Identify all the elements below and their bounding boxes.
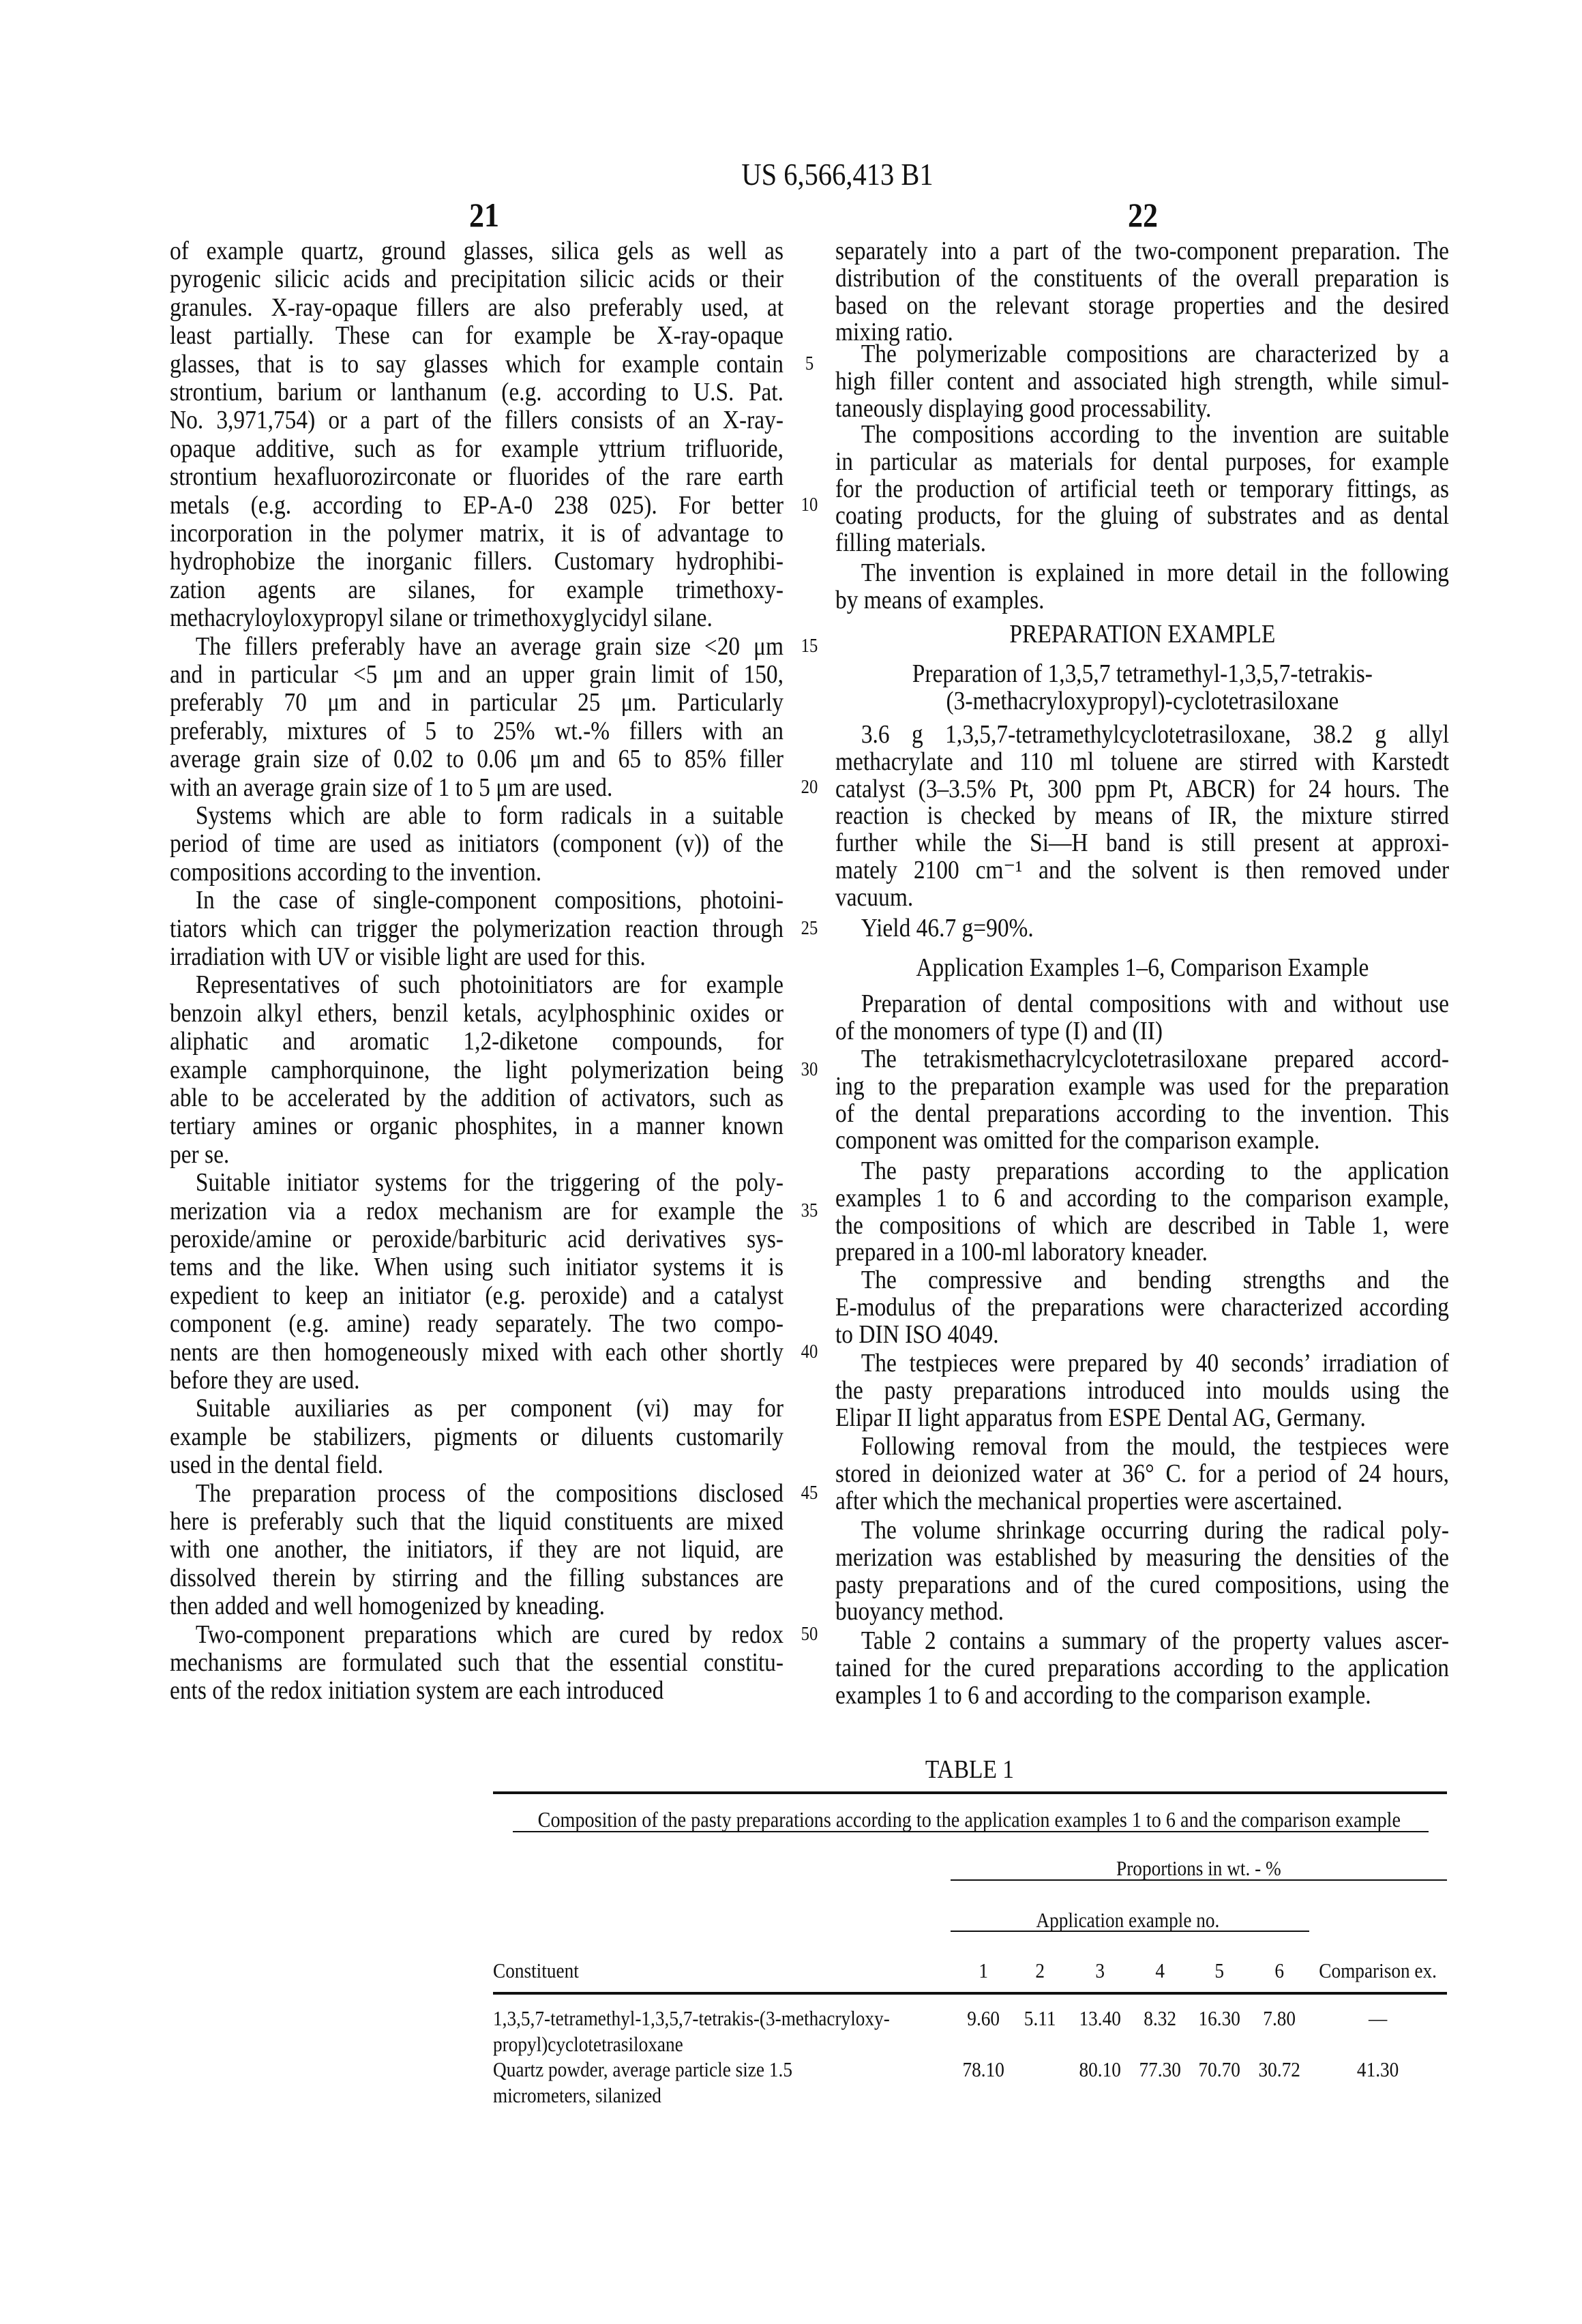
line-number: 10 <box>792 495 828 516</box>
text-line: mixing ratio. <box>835 318 1449 346</box>
text-line: in particular as materials for dental purposes, for example <box>835 447 1449 476</box>
value-cell: 77.30 <box>1119 2058 1201 2081</box>
text-line: The tetrakismethacrylcyclotetrasiloxane prepared accord- <box>835 1045 1449 1073</box>
header-bottom-rule <box>493 1992 1447 1995</box>
text-line: 3.6 g 1,3,5,7-tetramethylcyclotetrasiloxane, 38.2 g allyl <box>835 720 1449 749</box>
text-line: incorporation in the polymer matrix, it is of advantage to <box>170 519 783 548</box>
text-line: The compressive and bending strengths and the <box>835 1266 1449 1294</box>
text-line: least partially. These can for example be X-ray-opaque <box>170 321 783 350</box>
text-line: merization was established by measuring the densities of the <box>835 1543 1449 1572</box>
text-line: Two-component preparations which are cured by redox <box>170 1620 783 1649</box>
text-line: nents are then homogeneously mixed with each other shortly <box>170 1338 783 1367</box>
line-number: 50 <box>792 1624 828 1645</box>
text-line: high filler content and associated high strength, while simul- <box>835 367 1449 396</box>
text-line: stored in deionized water at 36° C. for a period of 24 hours, <box>835 1459 1449 1488</box>
text-line: Elipar II light apparatus from ESPE Dental AG, Germany. <box>835 1403 1449 1432</box>
text-line: The compositions according to the invention are suitable <box>835 420 1449 449</box>
text-line: No. 3,971,754) or a part of the fillers consists of an X-ray- <box>170 406 783 434</box>
text-line: mately 2100 cm⁻¹ and the solvent is then removed under <box>835 856 1449 884</box>
subgroup-header-rule <box>951 1931 1309 1933</box>
text-line: examples 1 to 6 and according to the comparison example. <box>835 1681 1449 1710</box>
text-line: the compositions of which are described in Table 1, were <box>835 1211 1449 1240</box>
value-cell: 7.80 <box>1238 2007 1320 2030</box>
text-line: tiators which can trigger the polymerization reaction through <box>170 914 783 943</box>
text-line: catalyst (3–3.5% Pt, 300 ppm Pt, ABCR) for 24 hours. The <box>835 775 1449 803</box>
text-line: per se. <box>170 1140 783 1169</box>
group-header-rule <box>951 1879 1447 1881</box>
text-line: and in particular <5 μm and an upper grain limit of 150, <box>170 660 783 689</box>
constituent-header: Constituent <box>493 1959 698 1982</box>
text-line: of the monomers of type (I) and (II) <box>835 1017 1449 1045</box>
line-number: 40 <box>792 1342 828 1362</box>
line-number: 15 <box>792 636 828 657</box>
text-line: metals (e.g. according to EP-A-0 238 025). For better <box>170 491 783 520</box>
text-line: The polymerizable compositions are characterized by a <box>835 340 1449 368</box>
text-line: peroxide/amine or peroxide/barbituric acid derivatives sys- <box>170 1225 783 1253</box>
text-line: ing to the preparation example was used for the preparation <box>835 1072 1449 1101</box>
text-line: methacrylate and 110 ml toluene are stirred with Karstedt <box>835 747 1449 776</box>
text-line: component (e.g. amine) ready separately. The two compo- <box>170 1309 783 1338</box>
left-page-number: 21 <box>418 196 550 233</box>
text-line: The pasty preparations according to the application <box>835 1157 1449 1185</box>
example-number-header: 4 <box>1119 1959 1201 1982</box>
value-cell: 70.70 <box>1178 2058 1260 2081</box>
text-line: able to be accelerated by the addition of activators, such as <box>170 1084 783 1112</box>
text-line: example be stabilizers, pigments or diluents customarily <box>170 1422 783 1451</box>
group-header: Proportions in wt. - % <box>994 1857 1403 1880</box>
line-number: 20 <box>792 777 828 798</box>
text-line: Suitable initiator systems for the triggering of the poly- <box>170 1168 783 1197</box>
text-line: preferably, mixtures of 5 to 25% wt.-% fillers with an <box>170 717 783 745</box>
text-line: preferably 70 μm and in particular 25 μm. Particularly <box>170 688 783 717</box>
text-line: buoyancy method. <box>835 1597 1449 1626</box>
patent-page <box>0 0 1582 2324</box>
text-line: filling materials. <box>835 528 1449 557</box>
text-line: glasses, that is to say glasses which for example contain <box>170 350 783 378</box>
text-line: merization via a redox mechanism are for example the <box>170 1197 783 1225</box>
text-line: Yield 46.7 g=90%. <box>835 914 1449 942</box>
value-cell: 30.72 <box>1238 2058 1320 2081</box>
text-line: tained for the cured preparations according to the application <box>835 1654 1449 1682</box>
text-line: tems and the like. When using such initiator systems it is <box>170 1253 783 1281</box>
text-line: The fillers preferably have an average grain size <20 μm <box>170 632 783 661</box>
example-number-header: 1 <box>942 1959 1024 1982</box>
text-line: here is preferably such that the liquid constituents are mixed <box>170 1507 783 1536</box>
text-line: after which the mechanical properties were ascertained. <box>835 1487 1449 1515</box>
text-line: with one another, the initiators, if they are not liquid, are <box>170 1535 783 1564</box>
text-line: with an average grain size of 1 to 5 μm are used. <box>170 773 783 802</box>
text-line: Following removal from the mould, the testpieces were <box>835 1432 1449 1461</box>
text-line: vacuum. <box>835 883 1449 912</box>
text-line: average grain size of 0.02 to 0.06 μm and 65 to 85% filler <box>170 745 783 773</box>
text-line: then added and well homogenized by kneading. <box>170 1592 783 1620</box>
value-cell: 13.40 <box>1059 2007 1141 2030</box>
text-line: period of time are used as initiators (component (v)) of the <box>170 829 783 858</box>
text-line: example camphorquinone, the light polymerization being <box>170 1056 783 1084</box>
text-line: of example quartz, ground glasses, silica gels as well as <box>170 237 783 265</box>
line-number: 45 <box>792 1483 828 1504</box>
text-line: E-modulus of the preparations were characterized according <box>835 1293 1449 1322</box>
comparison-cell: — <box>1310 2007 1446 2030</box>
text-line: based on the relevant storage properties and the desired <box>835 291 1449 320</box>
text-line: used in the dental field. <box>170 1450 783 1479</box>
text-line: distribution of the constituents of the overall preparation is <box>835 264 1449 293</box>
text-line: dissolved therein by stirring and the filling substances are <box>170 1564 783 1592</box>
section-heading: Preparation of 1,3,5,7 tetramethyl-1,3,5,7-tetrakis- <box>835 659 1449 688</box>
text-line: Preparation of dental compositions with and without use <box>835 989 1449 1018</box>
text-line: hydrophobize the inorganic fillers. Customary hydrophibi- <box>170 547 783 576</box>
text-line: pasty preparations and of the cured compositions, using the <box>835 1570 1449 1599</box>
subgroup-header: Application example no. <box>923 1909 1332 1932</box>
constituent-cell: Quartz powder, average particle size 1.5 <box>493 2058 936 2081</box>
text-line: coating products, for the gluing of substrates and as dental <box>835 501 1449 530</box>
text-line: taneously displaying good processability. <box>835 394 1449 423</box>
text-line: Systems which are able to form radicals in a suitable <box>170 801 783 830</box>
text-line: The invention is explained in more detail in the following <box>835 558 1449 587</box>
text-line: mechanisms are formulated such that the essential constitu- <box>170 1648 783 1677</box>
text-line: The testpieces were prepared by 40 seconds’ irradiation of <box>835 1349 1449 1377</box>
comparison-header: Comparison ex. <box>1310 1959 1446 1982</box>
value-cell: 8.32 <box>1119 2007 1201 2030</box>
text-line: tertiary amines or organic phosphites, in a manner known <box>170 1112 783 1140</box>
value-cell: 80.10 <box>1059 2058 1141 2081</box>
value-cell: 9.60 <box>942 2007 1024 2030</box>
example-number-header: 3 <box>1059 1959 1141 1982</box>
line-number: 25 <box>792 919 828 939</box>
value-cell: 16.30 <box>1178 2007 1260 2030</box>
text-line: examples 1 to 6 and according to the comparison example, <box>835 1184 1449 1212</box>
constituent-cell: 1,3,5,7-tetramethyl-1,3,5,7-tetrakis-(3-methacryloxy- <box>493 2007 936 2030</box>
text-line: strontium, barium or lanthanum (e.g. according to U.S. Pat. <box>170 378 783 406</box>
text-line: before they are used. <box>170 1366 783 1395</box>
section-heading: PREPARATION EXAMPLE <box>835 620 1449 649</box>
text-line: prepared in a 100-ml laboratory kneader. <box>835 1238 1449 1266</box>
value-cell: 78.10 <box>942 2058 1024 2081</box>
example-number-header: 2 <box>999 1959 1081 1982</box>
caption-underline <box>513 1831 1429 1832</box>
text-line: Table 2 contains a summary of the property values ascer- <box>835 1626 1449 1655</box>
section-heading: Application Examples 1–6, Comparison Example <box>835 953 1449 982</box>
text-line: pyrogenic silicic acids and precipitation silicic acids or their <box>170 265 783 293</box>
right-page-number: 22 <box>1077 196 1209 233</box>
text-line: by means of examples. <box>835 586 1449 614</box>
text-line: The volume shrinkage occurring during the radical poly- <box>835 1516 1449 1545</box>
text-line: component was omitted for the comparison example. <box>835 1126 1449 1154</box>
text-line: zation agents are silanes, for example trimethoxy- <box>170 576 783 604</box>
constituent-cell: propyl)cyclotetrasiloxane <box>493 2033 936 2056</box>
text-line: benzoin alkyl ethers, benzil ketals, acylphosphinic oxides or <box>170 999 783 1028</box>
text-line: compositions according to the invention. <box>170 858 783 887</box>
section-heading: (3-methacryloxypropyl)-cyclotetrasiloxane <box>835 687 1449 715</box>
text-line: to DIN ISO 4049. <box>835 1320 1449 1349</box>
text-line: methacryloyloxypropyl silane or trimethoxyglycidyl silane. <box>170 604 783 632</box>
constituent-cell: micrometers, silanized <box>493 2084 936 2107</box>
text-line: expedient to keep an initiator (e.g. peroxide) and a catalyst <box>170 1281 783 1310</box>
text-line: Suitable auxiliaries as per component (vi) may for <box>170 1394 783 1422</box>
table-top-rule <box>493 1791 1447 1794</box>
line-number: 30 <box>792 1060 828 1080</box>
text-line: irradiation with UV or visible light are used for this. <box>170 942 783 971</box>
example-number-header: 5 <box>1178 1959 1260 1982</box>
text-line: granules. X-ray-opaque fillers are also preferably used, at <box>170 293 783 322</box>
text-line: for the production of artificial teeth or temporary fittings, as <box>835 475 1449 503</box>
line-number: 5 <box>792 354 828 374</box>
text-line: separately into a part of the two-component preparation. The <box>835 237 1449 265</box>
patent-number: US 6,566,413 B1 <box>633 158 1042 192</box>
example-number-header: 6 <box>1238 1959 1320 1982</box>
text-line: further while the Si—H band is still present at approxi- <box>835 829 1449 857</box>
text-line: aliphatic and aromatic 1,2-diketone compounds, for <box>170 1027 783 1056</box>
value-cell: 5.11 <box>999 2007 1081 2030</box>
text-line: The preparation process of the compositions disclosed <box>170 1479 783 1508</box>
text-line: reaction is checked by means of IR, the mixture stirred <box>835 801 1449 830</box>
text-line: ents of the redox initiation system are each introduced <box>170 1676 783 1705</box>
text-line: In the case of single-component compositions, photoini- <box>170 886 783 914</box>
text-line: strontium hexafluorozirconate or fluorides of the rare earth <box>170 462 783 491</box>
text-line: opaque additive, such as for example yttrium trifluoride, <box>170 434 783 463</box>
table-title: TABLE 1 <box>765 1755 1174 1784</box>
text-line: of the dental preparations according to the invention. This <box>835 1099 1449 1128</box>
comparison-cell: 41.30 <box>1310 2058 1446 2081</box>
table-caption: Composition of the pasty preparations according to the application examples 1 to 6 and the comparison example <box>510 1808 1429 1832</box>
line-number: 35 <box>792 1201 828 1221</box>
text-line: Representatives of such photoinitiators are for example <box>170 970 783 999</box>
text-line: the pasty preparations introduced into moulds using the <box>835 1376 1449 1405</box>
